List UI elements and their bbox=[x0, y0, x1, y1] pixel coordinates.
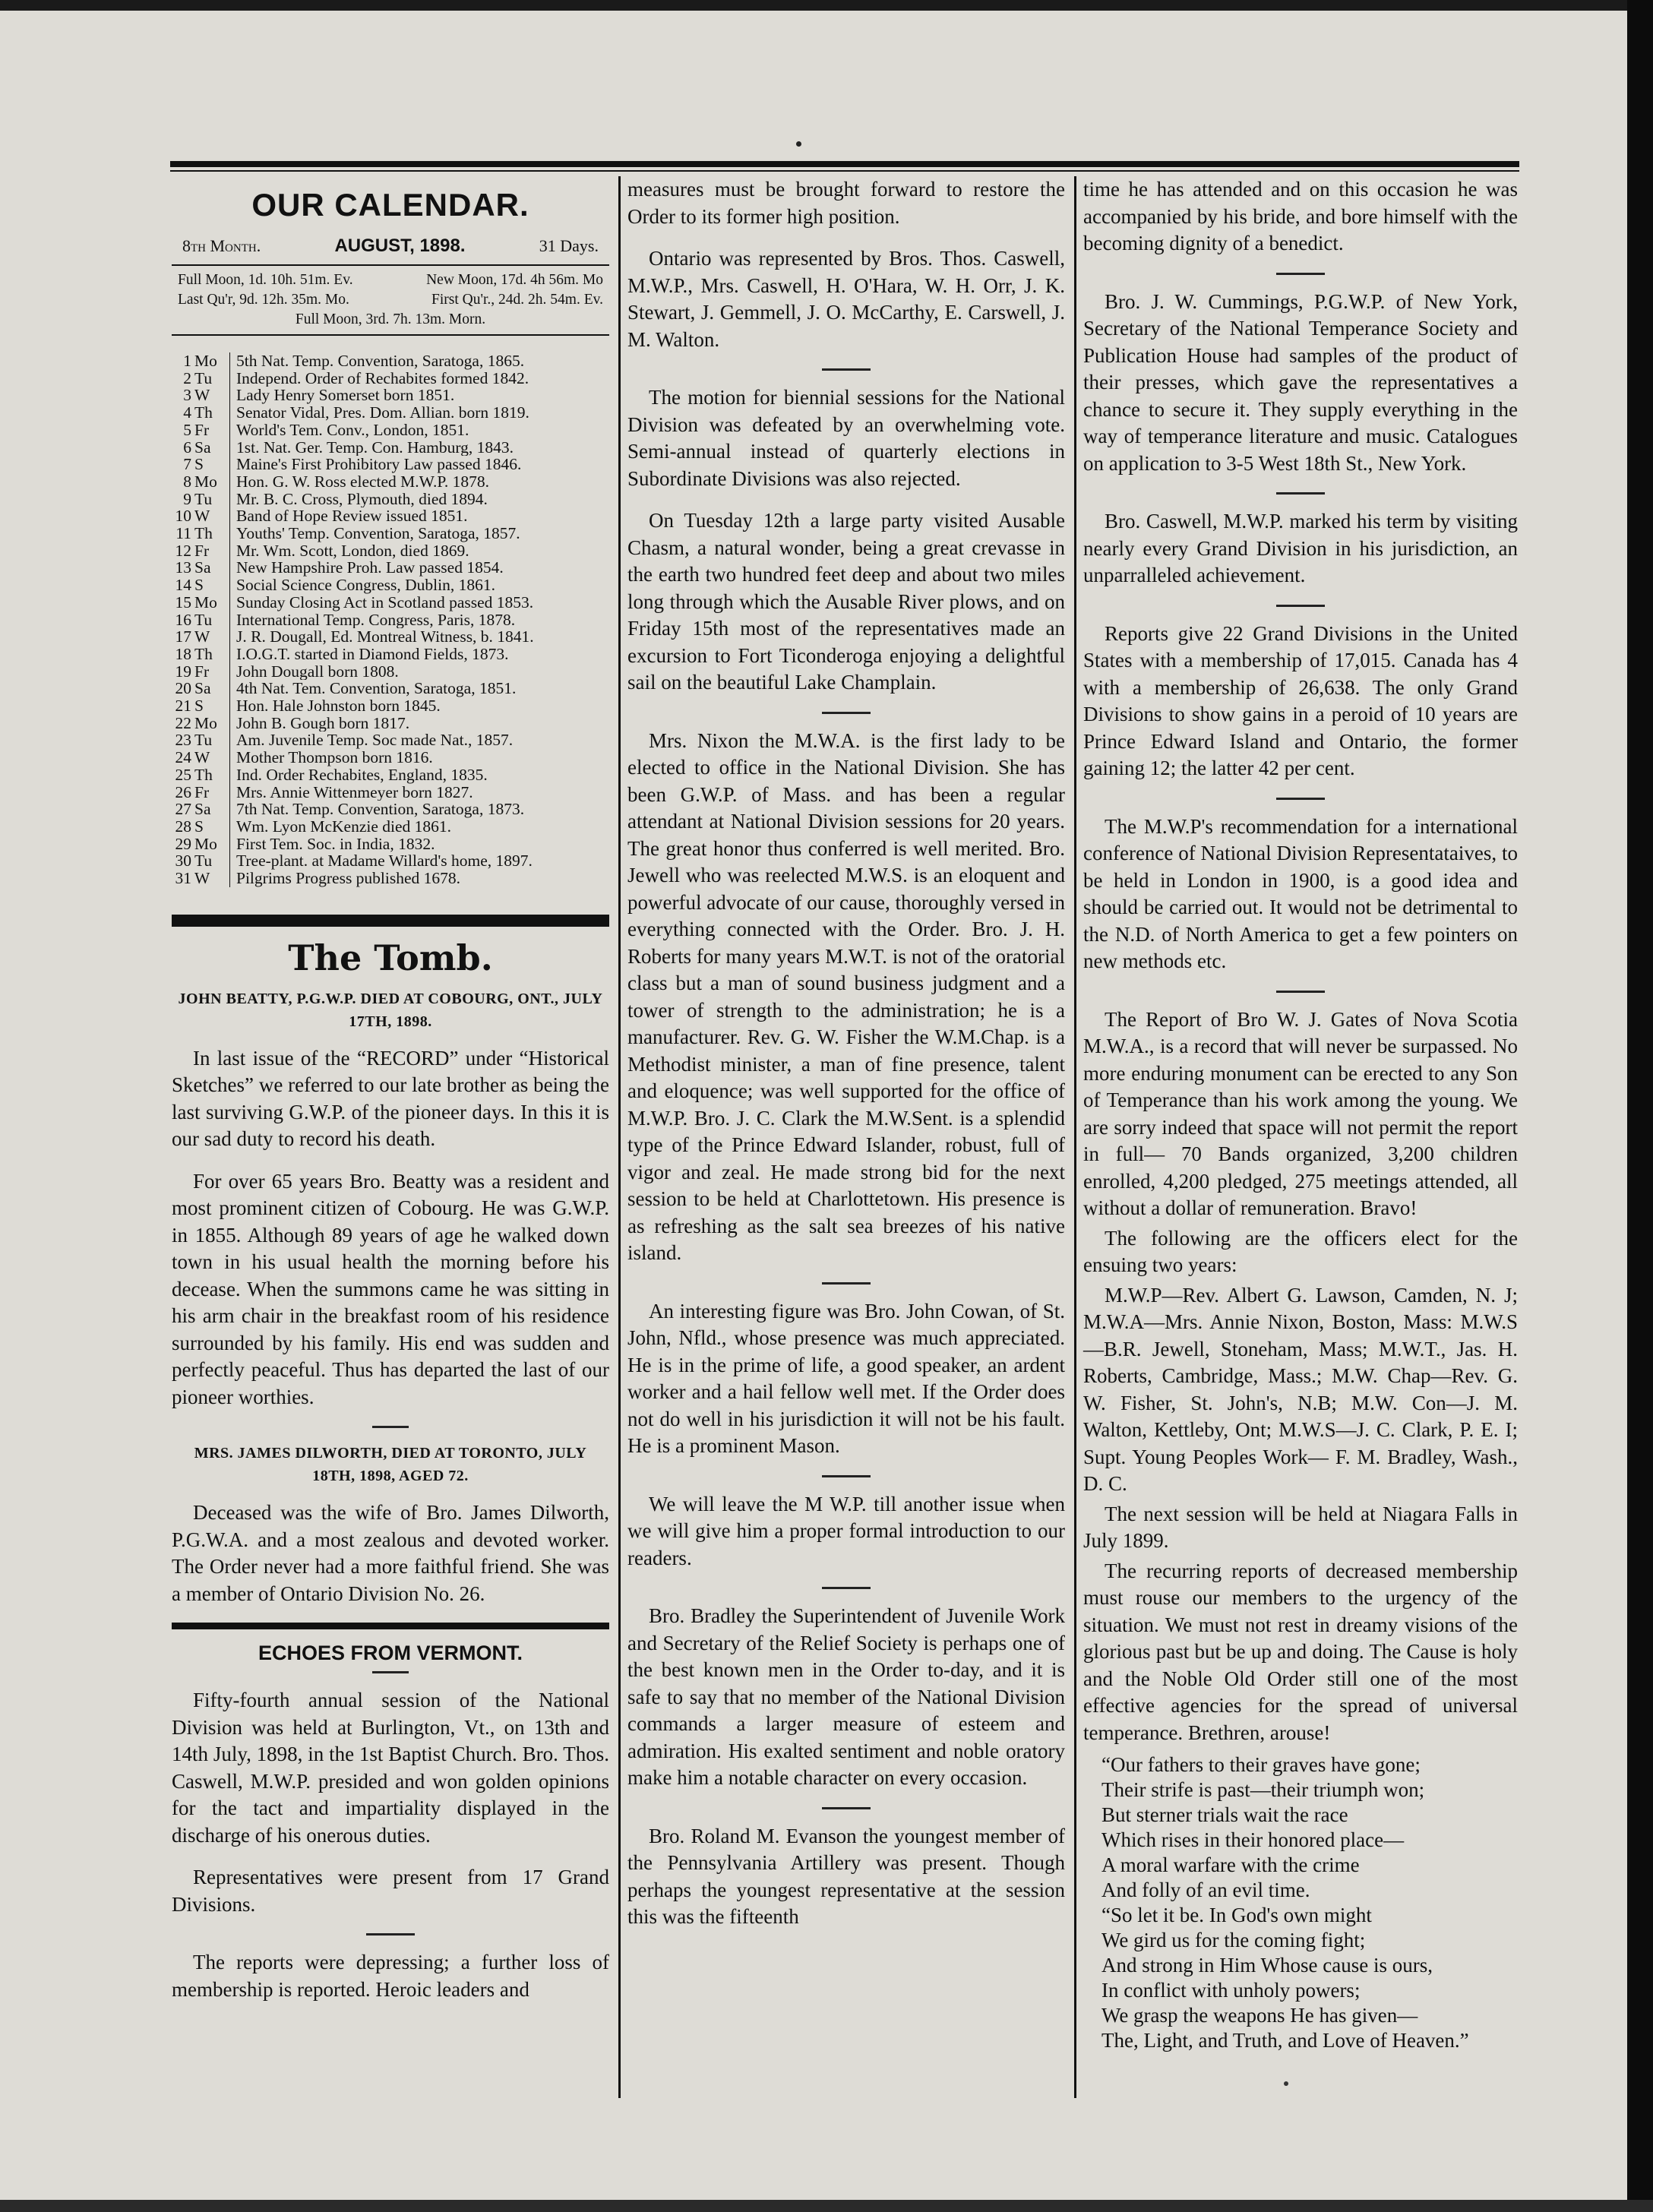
calendar-weekday: Th bbox=[191, 404, 230, 422]
calendar-day: 12 bbox=[175, 541, 191, 560]
moon-phase: New Moon, 17d. 4h 56m. Mo bbox=[426, 272, 603, 288]
calendar-event: Mr. B. C. Cross, Plymouth, died 1894. bbox=[236, 490, 488, 508]
calendar-entry bbox=[172, 611, 609, 629]
calendar-weekday: Th bbox=[191, 766, 230, 784]
poem-line: We gird us for the coming fight; bbox=[1101, 1929, 1366, 1951]
calendar-day: 4 bbox=[183, 403, 191, 422]
poem bbox=[1101, 1752, 1518, 2053]
calendar-entry bbox=[172, 439, 609, 457]
calendar-event: Mr. Wm. Scott, London, died 1869. bbox=[236, 542, 469, 560]
calendar-event: 4th Nat. Tem. Convention, Saratoga, 1851. bbox=[236, 680, 517, 698]
calendar-event: Sunday Closing Act in Scotland passed 1853. bbox=[236, 593, 534, 611]
moon-phases bbox=[172, 264, 609, 336]
echoes-paragraph: Representatives were present from 17 Grand Divisions. bbox=[172, 1866, 609, 1916]
calendar-entry bbox=[172, 352, 609, 370]
column-2 bbox=[627, 176, 1065, 1946]
scan-edge-bottom bbox=[0, 2200, 1653, 2212]
calendar-day: 7 bbox=[183, 455, 191, 474]
calendar-entry bbox=[172, 870, 609, 887]
separator bbox=[372, 1671, 409, 1673]
article-paragraph: The following are the officers elect for the ensuing two years: bbox=[1083, 1226, 1518, 1276]
calendar-weekday: W bbox=[191, 749, 230, 766]
calendar-day: 10 bbox=[175, 507, 191, 526]
calendar-day: 28 bbox=[175, 817, 191, 836]
calendar-day: 24 bbox=[175, 748, 191, 767]
separator bbox=[1276, 991, 1325, 993]
calendar-weekday: Tu bbox=[191, 732, 230, 749]
calendar-entry bbox=[172, 577, 609, 594]
article-paragraph: Bro. Caswell, M.W.P. marked his term by visiting nearly every Grand Division in his jurisdiction, an unparralleled achievement. bbox=[1083, 510, 1518, 586]
calendar-weekday: W bbox=[191, 870, 230, 887]
article-paragraph: Ontario was represented by Bros. Thos. Caswell, M.W.P., Mrs. Caswell, H. O'Hara, W. H. Orr, J. K. Stewart, J. Gemmell, J. O. McCarthy, E. Carswell, J. M. Walton. bbox=[627, 247, 1065, 351]
calendar-weekday: Mo bbox=[191, 352, 230, 370]
calendar-weekday: S bbox=[191, 456, 230, 473]
separator bbox=[366, 1933, 415, 1936]
calendar-event: Social Science Congress, Dublin, 1861. bbox=[236, 577, 495, 594]
article-paragraph: Bro. Bradley the Superintendent of Juvenile Work and Secretary of the Relief Society is perhaps one of the best known men in the Order to-day, and it is safe to say that no member of the National Division commands a larger measure of esteem and admiration. His exalted sentiment and noble oratory make him a notable character on every occasion. bbox=[627, 1604, 1065, 1789]
calendar-day: 1 bbox=[183, 352, 191, 370]
article-paragraph: Mrs. Nixon the M.W.A. is the first lady to be elected to office in the National Division. She has been G.W.P. of Mass. and has been a regular attendant at National Division sessions for 20 years. The great honor thus conferred is well merited. Bro. Jewell who was reelected M.W.S. is an eloquent and powerful advocate of our cause, thoroughly versed in everything connected with the Order. Bro. J. H. Roberts for many years M.W.T. is not of the oratorial class but a man of sound business judgment and a tower of strength to the administration; he is a manufacturer. Rev. G. W. Fisher the W.M.Chap. is a Methodist minister, a man of fine presence, talent and eloquence; was well supported for the office of M.W.P. Bro. J. C. Clark the M.W.Sent. is a splendid type of the Prince Edward Islander, robust, full of vigor and zeal. He made strong bid for the next session to be held at Charlottetown. His presence is as refreshing as the salt sea breezes of his native island. bbox=[627, 728, 1065, 1264]
separator bbox=[1276, 605, 1325, 607]
moon-phase: Full Moon, 1d. 10h. 51m. Ev. bbox=[178, 272, 353, 288]
calendar-weekday: Mo bbox=[191, 473, 230, 491]
scan-edge-top bbox=[0, 0, 1653, 11]
calendar-weekday: Tu bbox=[191, 491, 230, 508]
calendar-day: 16 bbox=[175, 610, 191, 629]
calendar-day: 20 bbox=[175, 679, 191, 698]
calendar-weekday: W bbox=[191, 507, 230, 525]
section-divider bbox=[172, 915, 609, 927]
scan-edge-right bbox=[1627, 0, 1653, 2212]
article-paragraph: An interesting figure was Bro. John Cowan, of St. John, Nfld., whose presence was much appreciated. He is in the prime of life, a good speaker, an ardent worker and a hail fellow well met. If the Order does not do well in his jurisdiction it will not be his fault. He is a prominent Mason. bbox=[627, 1299, 1065, 1457]
calendar-day: 18 bbox=[175, 644, 191, 663]
calendar-event: J. R. Dougall, Ed. Montreal Witness, b. 1841. bbox=[236, 628, 534, 646]
poem-line: And folly of an evil time. bbox=[1101, 1879, 1310, 1901]
echoes-paragraph: Fifty-fourth annual session of the National Division was held at Burlington, Vt., on 13th and 14th July, 1898, in the 1st Baptist Church. Bro. Thos. Caswell, M.W.P. presided and won golden opinions for the tact and impartiality displayed in the discharge of his onerous duties. bbox=[172, 1689, 609, 1847]
calendar-entry bbox=[172, 784, 609, 801]
calendar-month-header bbox=[172, 235, 609, 257]
beatty-paragraph: In last issue of the “RECORD” under “Historical Sketches” we referred to our late brother as being the last surviving G.W.P. of the pioneer days. In this it is our sad duty to record his death. bbox=[172, 1046, 609, 1151]
calendar-weekday: S bbox=[191, 818, 230, 836]
calendar-event: 1st. Nat. Ger. Temp. Con. Hamburg, 1843. bbox=[236, 438, 514, 457]
calendar-entry bbox=[172, 456, 609, 473]
page-mark bbox=[796, 141, 801, 147]
moon-phase: Last Qu'r, 9d. 12h. 35m. Mo. bbox=[178, 292, 349, 308]
calendar-day: 17 bbox=[175, 627, 191, 646]
calendar-day: 2 bbox=[183, 368, 191, 387]
calendar-entry bbox=[172, 680, 609, 697]
calendar-weekday: Tu bbox=[191, 611, 230, 629]
calendar-event: John Dougall born 1808. bbox=[236, 662, 399, 681]
calendar-entry bbox=[172, 818, 609, 836]
column-1 bbox=[172, 176, 609, 2018]
article-paragraph: Bro. J. W. Cummings, P.G.W.P. of New York, Secretary of the National Temperance Society and Publication House had samples of the product of their presses, which gave the representatives a chance to secure it. They supply everything in the way of temperance literature and music. Catalogues on application to 3-5 West 18th St., New York. bbox=[1083, 289, 1518, 475]
calendar-entry bbox=[172, 766, 609, 784]
calendar-entry bbox=[172, 836, 609, 853]
article-paragraph: The motion for biennial sessions for the National Division was defeated by an overwhelming vote. Semi-annual instead of quarterly elections in Subordinate Divisions was also rejected. bbox=[627, 386, 1065, 490]
calendar-event: 5th Nat. Temp. Convention, Saratoga, 1865. bbox=[236, 352, 525, 370]
dilworth-heading: MRS. JAMES DILWORTH, DIED AT TORONTO, JULY 18TH, 1898, AGED 72. bbox=[194, 1445, 587, 1485]
calendar-weekday: W bbox=[191, 628, 230, 646]
calendar-weekday: Fr bbox=[191, 663, 230, 681]
calendar-event: Wm. Lyon McKenzie died 1861. bbox=[236, 817, 452, 836]
calendar-weekday: Mo bbox=[191, 715, 230, 732]
calendar-weekday: S bbox=[191, 577, 230, 594]
calendar-title: OUR CALENDAR. bbox=[251, 187, 529, 223]
calendar-entry bbox=[172, 697, 609, 715]
calendar-day: 14 bbox=[175, 576, 191, 595]
section-divider bbox=[172, 1623, 609, 1629]
calendar-event: 7th Nat. Temp. Convention, Saratoga, 1873. bbox=[236, 801, 525, 818]
calendar-weekday: Th bbox=[191, 646, 230, 663]
poem-line: A moral warfare with the crime bbox=[1101, 1853, 1360, 1876]
calendar-weekday: S bbox=[191, 697, 230, 715]
calendar-entries bbox=[172, 352, 609, 887]
calendar-day: 26 bbox=[175, 782, 191, 801]
article-paragraph: The next session will be held at Niagara Falls in July 1899. bbox=[1083, 1502, 1518, 1552]
calendar-event: Youths' Temp. Convention, Saratoga, 1857. bbox=[236, 525, 520, 542]
separator bbox=[822, 368, 871, 371]
calendar-weekday: Sa bbox=[191, 801, 230, 818]
calendar-entry bbox=[172, 559, 609, 577]
calendar-event: International Temp. Congress, Paris, 1878. bbox=[236, 611, 516, 629]
article-paragraph: The Report of Bro W. J. Gates of Nova Scotia M.W.A., is a record that will never be surpassed. No more enduring monument can be erected to any Son of Temperance than his work among the young. We are sorry indeed that space will not permit the report in full— 70 Bands organized, 3,200 children enrolled, 4,200 pledged, 275 meetings attended, all without a dollar of remuneration. Bravo! bbox=[1083, 1007, 1518, 1219]
officers-list: M.W.P—Rev. Albert G. Lawson, Camden, N. J; M.W.A—Mrs. Annie Nixon, Boston, Mass: M.W.S—B.R. Jewell, Stoneham, Mass; M.W.T., Jas. H. Roberts, Cambridge, Mass.; M.W. Chap—Rev. G. W. Fisher, St. John's, N.B; M.W. Con—J. M. Walton, Kettleby, Ont; M.W.S—J. C. Clark, P. E. I; Supt. Young Peoples Work— F. M. Bradley, Wash., D. C. bbox=[1083, 1283, 1518, 1495]
poem-line: Their strife is past—their triumph won; bbox=[1101, 1778, 1425, 1801]
calendar-day: 19 bbox=[175, 662, 191, 681]
separator bbox=[822, 1587, 871, 1589]
calendar-event: John B. Gough born 1817. bbox=[236, 714, 410, 732]
calendar-day: 30 bbox=[175, 852, 191, 871]
separator bbox=[1276, 492, 1325, 495]
echoes-paragraph: The reports were depressing; a further loss of membership is reported. Heroic leaders and bbox=[172, 1951, 609, 2001]
calendar-entry bbox=[172, 404, 609, 422]
calendar-month: AUGUST, 1898. bbox=[334, 235, 466, 256]
calendar-day: 15 bbox=[175, 592, 191, 611]
calendar-event: Ind. Order Rechabites, England, 1835. bbox=[236, 766, 488, 784]
calendar-weekday: Sa bbox=[191, 559, 230, 577]
column-divider-2 bbox=[1074, 176, 1076, 2098]
separator bbox=[822, 1807, 871, 1809]
calendar-entry bbox=[172, 732, 609, 749]
calendar-event: First Tem. Soc. in India, 1832. bbox=[236, 835, 435, 853]
calendar-weekday: Tu bbox=[191, 852, 230, 870]
article-paragraph: The recurring reports of decreased membership must rouse our members to the urgency of the situation. We must not rest in dreamy visions of the glorious past but be up and doing. The Cause is holy and the Noble Old Order still one of the most effective agencies for the spread of universal temperance. Brethren, arouse! bbox=[1083, 1559, 1518, 1744]
calendar-day: 9 bbox=[183, 489, 191, 508]
calendar-entry bbox=[172, 663, 609, 681]
calendar-entry bbox=[172, 507, 609, 525]
calendar-event: Pilgrims Progress published 1678. bbox=[236, 870, 461, 887]
calendar-weekday: Fr bbox=[191, 542, 230, 560]
poem-line: Which rises in their honored place— bbox=[1101, 1828, 1405, 1851]
article-paragraph: Bro. Roland M. Evanson the youngest member of the Pennsylvania Artillery was present. Though perhaps the youngest representative at the session this was the fifteenth bbox=[627, 1824, 1065, 1928]
calendar-weekday: Fr bbox=[191, 784, 230, 801]
calendar-entry bbox=[172, 749, 609, 766]
calendar-day: 27 bbox=[175, 800, 191, 819]
beatty-heading: JOHN BEATTY, P.G.W.P. DIED AT COBOURG, ONT., JULY 17TH, 1898. bbox=[178, 990, 603, 1030]
calendar-entry bbox=[172, 852, 609, 870]
calendar-day: 3 bbox=[183, 386, 191, 405]
calendar-day: 23 bbox=[175, 731, 191, 750]
calendar-entry bbox=[172, 594, 609, 611]
calendar-day: 13 bbox=[175, 558, 191, 577]
dilworth-paragraph: Deceased was the wife of Bro. James Dilworth, P.G.W.A. and a most zealous and devoted worker. The Order never had a more faithful friend. She was a member of Ontario Division No. 26. bbox=[172, 1501, 609, 1605]
article-paragraph: measures must be brought forward to restore the Order to its former high position. bbox=[627, 178, 1065, 228]
echoes-title: ECHOES FROM VERMONT. bbox=[258, 1642, 523, 1665]
calendar-entry bbox=[172, 370, 609, 387]
calendar-weekday: Tu bbox=[191, 370, 230, 387]
article-paragraph: Reports give 22 Grand Divisions in the United States with a membership of 17,015. Canada has 4 with a membership of 26,638. The only Grand Divisions to show gains in a peroid of 10 years are Prince Edward Island and Ontario, the former gaining 12; the latter 42 per cent. bbox=[1083, 621, 1518, 779]
calendar-event: Mrs. Annie Wittenmeyer born 1827. bbox=[236, 783, 473, 801]
poem-line: But sterner trials wait the race bbox=[1101, 1803, 1348, 1826]
calendar-day: 11 bbox=[175, 524, 191, 543]
calendar-event: World's Tem. Conv., London, 1851. bbox=[236, 421, 469, 439]
calendar-event: Maine's First Prohibitory Law passed 1846. bbox=[236, 456, 522, 473]
poem-line: “Our fathers to their graves have gone; bbox=[1101, 1753, 1421, 1776]
article-paragraph: We will leave the M W.P. till another issue when we will give him a proper formal introduction to our readers. bbox=[627, 1492, 1065, 1569]
tomb-title: The Tomb. bbox=[288, 937, 493, 978]
calendar-days: 31 Days. bbox=[539, 236, 599, 255]
calendar-weekday: W bbox=[191, 387, 230, 404]
beatty-paragraph: For over 65 years Bro. Beatty was a resident and most prominent citizen of Cobourg. He was G.W.P. in 1855. Although 89 years of age he walked down town in his usual health the morning before his decease. When the summons came he was sitting in his arm chair in the breakfast room of his residence surrounded by his family. His end was sudden and perfectly peaceful. Thus has departed the last of our pioneer worthies. bbox=[172, 1169, 609, 1408]
calendar-event: Hon. G. W. Ross elected M.W.P. 1878. bbox=[236, 472, 490, 491]
calendar-entry bbox=[172, 422, 609, 439]
separator bbox=[822, 712, 871, 714]
header-rule bbox=[170, 161, 1519, 167]
article-paragraph: time he has attended and on this occasion he was accompanied by his bride, and bore himself with the becoming dignity of a benedict. bbox=[1083, 178, 1518, 254]
calendar-event: Band of Hope Review issued 1851. bbox=[236, 507, 468, 526]
calendar-weekday: Th bbox=[191, 525, 230, 542]
calendar-month-label: 8th Month. bbox=[182, 236, 261, 255]
calendar-day: 29 bbox=[175, 834, 191, 853]
calendar-entry bbox=[172, 525, 609, 542]
poem-line: The, Light, and Truth, and Love of Heaven.” bbox=[1101, 2029, 1469, 2052]
calendar-entry bbox=[172, 801, 609, 818]
separator bbox=[1276, 273, 1325, 275]
moon-phase: Full Moon, 3rd. 7h. 13m. Morn. bbox=[295, 311, 486, 327]
calendar-entry bbox=[172, 542, 609, 560]
column-divider-1 bbox=[618, 176, 621, 2098]
header-rule-thin bbox=[170, 170, 1519, 172]
calendar-entry bbox=[172, 387, 609, 404]
calendar-weekday: Mo bbox=[191, 594, 230, 611]
calendar-entry bbox=[172, 628, 609, 646]
calendar-entry bbox=[172, 646, 609, 663]
calendar-entry bbox=[172, 491, 609, 508]
print-speck bbox=[1284, 2081, 1288, 2086]
calendar-event: Senator Vidal, Pres. Dom. Allian. born 1819. bbox=[236, 404, 529, 422]
calendar-event: Am. Juvenile Temp. Soc made Nat., 1857. bbox=[236, 732, 514, 750]
separator bbox=[822, 1282, 871, 1285]
poem-line: In conflict with unholy powers; bbox=[1101, 1979, 1361, 2002]
separator bbox=[822, 1475, 871, 1477]
calendar-event: Tree-plant. at Madame Willard's home, 1897. bbox=[236, 852, 533, 871]
calendar-weekday: Sa bbox=[191, 439, 230, 457]
article-paragraph: The M.W.P's recommendation for a international conference of National Division Representataives, to be held in London in 1900, is a good idea and should be carried out. It would not be detrimental to the N.D. of North America to get a few pointers on new methods etc. bbox=[1083, 814, 1518, 972]
calendar-weekday: Mo bbox=[191, 836, 230, 853]
column-3 bbox=[1083, 176, 1518, 2053]
calendar-event: Independ. Order of Rechabites formed 1842. bbox=[236, 369, 529, 387]
calendar-event: I.O.G.T. started in Diamond Fields, 1873. bbox=[236, 645, 509, 663]
article-paragraph: On Tuesday 12th a large party visited Ausable Chasm, a natural wonder, being a great crevasse in the earth two hundred feet deep and about two miles long through which the Ausable River plows, and on Friday 15th most of the representatives made an excursion to Fort Ticonderoga enjoying a delightful sail on the beautiful Lake Champlain. bbox=[627, 509, 1065, 694]
calendar-day: 21 bbox=[175, 697, 191, 716]
calendar-weekday: Sa bbox=[191, 680, 230, 697]
separator bbox=[372, 1426, 409, 1428]
poem-line: “So let it be. In God's own might bbox=[1101, 1904, 1372, 1926]
calendar-entry bbox=[172, 473, 609, 491]
calendar-day: 5 bbox=[183, 420, 191, 439]
calendar-day: 6 bbox=[183, 438, 191, 457]
calendar-event: Mother Thompson born 1816. bbox=[236, 749, 433, 766]
separator bbox=[1276, 798, 1325, 800]
calendar-day: 25 bbox=[175, 765, 191, 784]
poem-line: And strong in Him Whose cause is ours, bbox=[1101, 1954, 1433, 1977]
calendar-event: Lady Henry Somerset born 1851. bbox=[236, 387, 455, 405]
calendar-entry bbox=[172, 715, 609, 732]
calendar-event: Hon. Hale Johnston born 1845. bbox=[236, 697, 441, 715]
calendar-event: New Hampshire Proh. Law passed 1854. bbox=[236, 559, 504, 577]
moon-phase: First Qu'r., 24d. 2h. 54m. Ev. bbox=[431, 292, 603, 308]
calendar-day: 22 bbox=[175, 713, 191, 732]
calendar-weekday: Fr bbox=[191, 422, 230, 439]
calendar-day: 8 bbox=[183, 472, 191, 491]
calendar-day: 31 bbox=[175, 869, 191, 888]
poem-line: We grasp the weapons He has given— bbox=[1101, 2004, 1418, 2027]
